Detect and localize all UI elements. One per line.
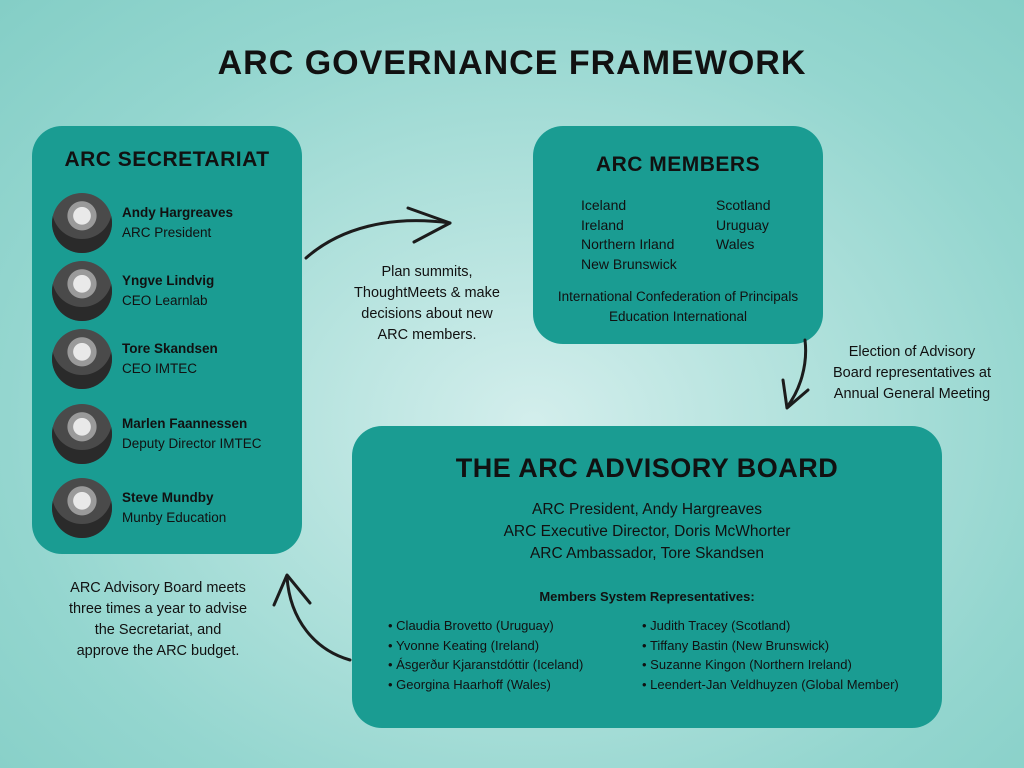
representative: • Claudia Brovetto (Uruguay) <box>388 616 583 636</box>
member-country: Northern Irland <box>581 236 675 252</box>
member-country: Uruguay <box>716 216 769 233</box>
note-line: ThoughtMeets & make <box>354 285 500 301</box>
member-country: Wales <box>716 236 755 252</box>
representative: • Suzanne Kingon (Northern Ireland) <box>642 655 899 675</box>
person-name: Tore Skandsen <box>122 341 218 356</box>
person-name: Marlen Faannessen <box>122 416 248 431</box>
representatives-heading: Members System Representatives: <box>539 589 755 604</box>
member-country: New Brunswick <box>581 255 677 272</box>
note-line: Annual General Meeting <box>833 386 991 402</box>
representative: • Yvonne Keating (Ireland) <box>388 636 583 656</box>
person-name: Andy Hargreaves <box>122 205 234 220</box>
board-leader: ARC President, Andy Hargreaves <box>531 501 763 518</box>
arrow-secretariat-to-members <box>306 221 450 258</box>
note-line: approve the ARC budget. <box>76 643 240 659</box>
representative: • Tiffany Bastin (New Brunswick) <box>642 636 899 656</box>
person-role: ARC President <box>122 225 212 240</box>
arrow-board-to-secretariat <box>287 577 350 660</box>
note-line: Plan summits, <box>381 264 473 280</box>
person-role: Munby Education <box>122 510 227 525</box>
representative: • Leendert-Jan Veldhuyzen (Global Member) <box>642 675 899 695</box>
member-org: Education International <box>608 308 748 324</box>
representative: • Ásgerður Kjaranstdóttir (Iceland) <box>388 655 583 675</box>
member-org: International Confederation of Principals <box>557 289 799 304</box>
person-role: CEO Learnlab <box>122 293 208 308</box>
representative: • Georgina Haarhoff (Wales) <box>388 675 583 695</box>
advisory-board-title: THE ARC ADVISORY BOARD <box>455 453 839 483</box>
note-line: ARC members. <box>377 327 477 343</box>
member-country: Iceland <box>581 197 627 213</box>
board-leader: ARC Ambassador, Tore Skandsen <box>529 545 765 562</box>
representative: • Judith Tracey (Scotland) <box>642 616 899 636</box>
note-line: three times a year to advise <box>68 601 248 617</box>
note-line: decisions about new <box>361 306 493 322</box>
note-line: Board representatives at <box>833 365 991 381</box>
person-role: CEO IMTEC <box>122 361 198 376</box>
members-title: ARC MEMBERS <box>595 153 761 176</box>
person-name: Steve Mundby <box>122 490 214 505</box>
secretariat-title: ARC SECRETARIAT <box>64 148 270 171</box>
person-role: Deputy Director IMTEC <box>122 436 262 451</box>
member-country: Ireland <box>581 216 624 233</box>
arrow-members-to-board <box>787 340 806 407</box>
board-leader: ARC Executive Director, Doris McWhorter <box>503 523 791 540</box>
page-title: ARC GOVERNANCE FRAMEWORK <box>217 44 807 82</box>
arrow-head-right-icon <box>408 208 450 242</box>
note-line: ARC Advisory Board meets <box>70 580 246 596</box>
note-line: the Secretariat, and <box>94 622 222 638</box>
person-name: Yngve Lindvig <box>122 273 215 288</box>
note-line: Election of Advisory <box>848 344 976 360</box>
member-country: Scotland <box>716 197 771 213</box>
